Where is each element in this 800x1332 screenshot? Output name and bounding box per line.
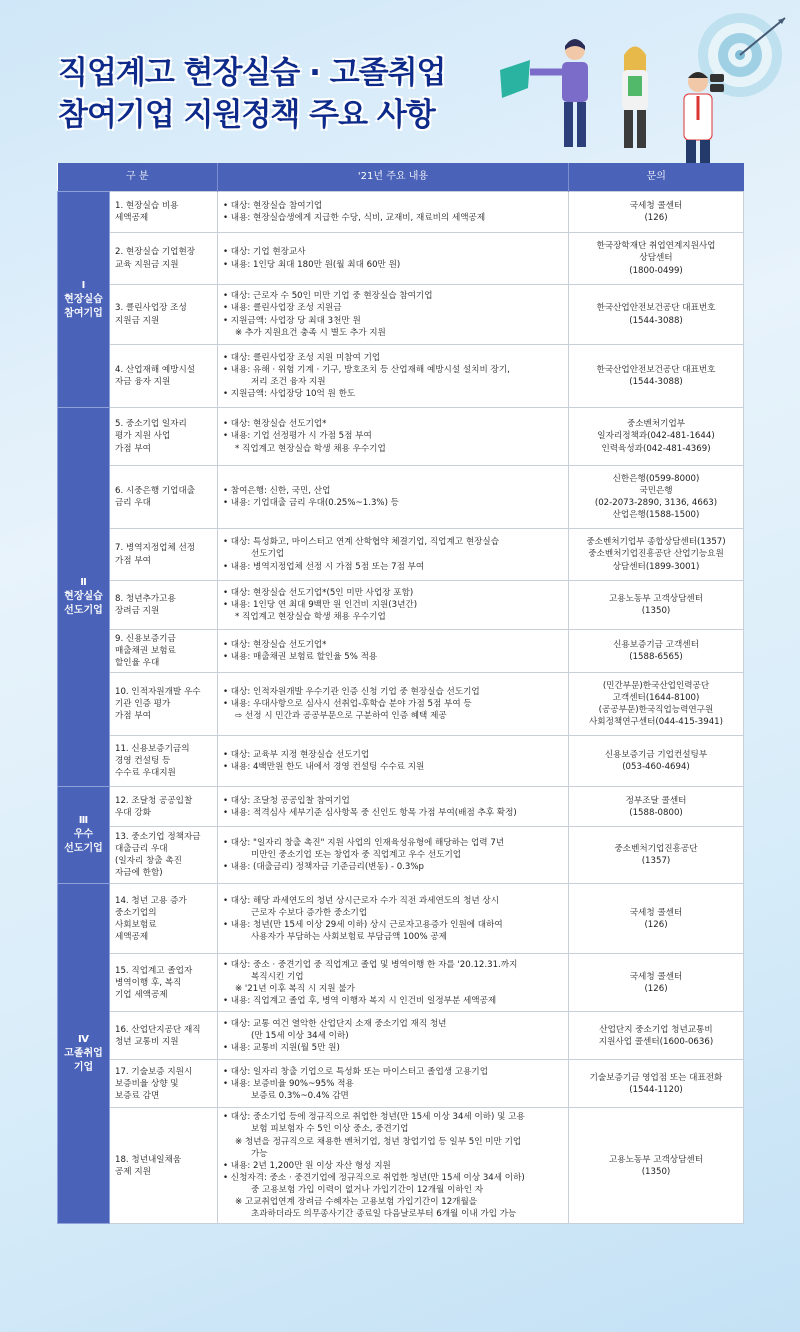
row-content-line: • 대상: 조달청 공공입찰 참여기업 bbox=[223, 795, 350, 806]
row-content-line: 미만인 중소기업 또는 창업자 중 직업계고 우수 선도기업 bbox=[251, 850, 462, 861]
row-name-line: 15. 직업계고 졸업자 bbox=[115, 965, 193, 976]
row-content-line: 사용자가 부담하는 사회보험료 부담금액 100% 공제 bbox=[251, 931, 447, 942]
group-label-3 bbox=[58, 787, 110, 884]
row-contact-line: 국세청 콜센터 bbox=[629, 971, 683, 982]
row-contact-line: 기술보증기금 영업점 또는 대표전화 bbox=[589, 1072, 723, 1083]
row-name bbox=[110, 673, 218, 736]
title-line-2: 참여기업 지원정책 주요 사항 bbox=[58, 97, 435, 133]
row-content-line: ※ 고교취업연계 장려금 수혜자는 고용보험 가입기간이 12개월을 bbox=[235, 1196, 478, 1207]
row-contact bbox=[569, 529, 744, 581]
row-name bbox=[110, 285, 218, 345]
row-content bbox=[218, 233, 569, 285]
row-name bbox=[110, 787, 218, 827]
row-contact-line: 사회정책연구센터(044-415-3941) bbox=[589, 717, 723, 728]
row-content-line: 저리 조건 융자 지원 bbox=[251, 377, 326, 387]
row-content-line: • 지원금액: 사업장당 10억 원 한도 bbox=[223, 389, 356, 400]
row-contact-line: 신한은행(0599-8000) bbox=[612, 473, 700, 484]
row-content-line: • 내용: 교통비 지원(월 5만 원) bbox=[223, 1042, 340, 1053]
row-name-line: 기관 인증 평가 bbox=[115, 699, 171, 710]
row-name-line: 9. 신용보증기금 bbox=[115, 634, 176, 644]
row-name bbox=[110, 581, 218, 630]
row-content-line: 복직시킨 기업 bbox=[251, 971, 304, 982]
row-name bbox=[110, 466, 218, 529]
row-contact bbox=[569, 630, 744, 673]
row-name-line: 가점 부여 bbox=[115, 443, 151, 454]
table-row bbox=[58, 581, 744, 630]
group-name1: 우수 bbox=[73, 829, 94, 841]
row-content-line: * 직업계고 현장실습 학생 채용 우수기업 bbox=[235, 443, 386, 454]
row-name-line: 중소기업의 bbox=[115, 907, 157, 918]
row-content-line: • 대상: 현장실습 선도기업* bbox=[223, 419, 327, 430]
row-name-line: 기업 세액공제 bbox=[115, 989, 168, 1000]
person-2 bbox=[622, 47, 648, 149]
row-contact-line: (1544-1120) bbox=[629, 1084, 683, 1095]
row-name-line: 3. 클린사업장 조성 bbox=[115, 303, 187, 314]
row-contact bbox=[569, 345, 744, 408]
row-contact bbox=[569, 285, 744, 345]
row-content-line: 초과하더라도 의무종사기간 종료일 다음날로부터 6개월 이내 가입 가능 bbox=[251, 1208, 517, 1219]
row-content-line: 중 고용보험 가입 이력이 없거나 가입기간이 12개월 이하인 자 bbox=[251, 1184, 484, 1195]
row-content-line: • 내용: 클린사업장 조성 지원금 bbox=[223, 303, 342, 314]
row-contact-line: (1544-3088) bbox=[629, 315, 683, 326]
row-name-line: 10. 인적자원개발 우수 bbox=[115, 687, 201, 698]
row-content-line: • 대상: 현장실습 선도기업* bbox=[223, 640, 327, 651]
row-contact-line: (02-2073-2890, 3136, 4663) bbox=[594, 498, 718, 508]
row-contact-line: 산업단지 중소기업 청년교통비 bbox=[599, 1024, 713, 1035]
row-contact-line: (126) bbox=[644, 919, 668, 930]
row-contact-line: 인력육성과(042-481-4369) bbox=[601, 443, 711, 454]
row-contact-line: 국민은행 bbox=[639, 485, 673, 496]
title-line-1: 직업계고 현장실습 · 고졸취업 bbox=[58, 55, 446, 91]
row-contact bbox=[569, 1060, 744, 1108]
row-name-line: 1. 현장실습 비용 bbox=[115, 200, 179, 211]
row-contact-line: 상담센터 bbox=[639, 253, 673, 264]
row-content-line: • 내용: 1인당 연 최대 9백만 원 인건비 지원(3년간) bbox=[223, 599, 418, 610]
row-name-line: 경영 컨설팅 등 bbox=[115, 756, 171, 767]
row-name-line: 자금에 한함) bbox=[115, 868, 163, 879]
row-name-line: 보증비율 상향 및 bbox=[115, 1078, 179, 1089]
row-contact bbox=[569, 192, 744, 233]
row-content-line: (만 15세 이상 34세 이하) bbox=[251, 1030, 349, 1041]
row-contact bbox=[569, 787, 744, 827]
row-content-line: • 대상: 일자리 창출 기업으로 특성화 또는 마이스터고 졸업생 고용기업 bbox=[223, 1066, 488, 1077]
row-content-line: • 대상: 중소기업 등에 정규직으로 취업한 청년(만 15세 이상 34세 이하) 및 고용 bbox=[223, 1112, 525, 1123]
row-name bbox=[110, 630, 218, 673]
row-content-line: ※ '21년 이후 복직 시 지원 불가 bbox=[235, 983, 355, 994]
row-content-line: • 대상: 교육부 지정 현장실습 선도기업 bbox=[223, 750, 370, 761]
table-row bbox=[58, 630, 744, 673]
row-contact-line: (1357) bbox=[641, 856, 671, 867]
row-content-line: • 대상: 중소 · 중견기업 중 직업계고 졸업 및 병역이행 한 자를 '20.12.31.까지 bbox=[223, 959, 518, 970]
row-content bbox=[218, 884, 569, 954]
row-content bbox=[218, 827, 569, 884]
group-label-4 bbox=[58, 884, 110, 1224]
row-content-line: • 대상: "일자리 창출 촉진" 지원 사업의 인재육성유형에 해당하는 업력 7년 bbox=[223, 838, 505, 849]
row-contact-line: (1588-0800) bbox=[629, 807, 683, 818]
row-contact-line: 일자리정책과(042-481-1644) bbox=[597, 431, 715, 442]
group-name2: 선도기업 bbox=[64, 843, 103, 855]
row-contact-line: (1350) bbox=[641, 606, 671, 616]
row-contact-line: (1350) bbox=[641, 1166, 671, 1177]
row-content-line: • 내용: 현장실습생에게 지급한 수당, 식비, 교재비, 재료비의 세액공제 bbox=[223, 213, 486, 223]
row-content bbox=[218, 736, 569, 787]
row-name-line: 4. 산업재해 예방시설 bbox=[115, 364, 196, 375]
row-content-line: • 내용: 유해 · 위험 기계 · 기구, 방호조치 등 산업재해 예방시설 설치비 장기, bbox=[223, 364, 510, 375]
header-contact: 문의 bbox=[569, 163, 744, 192]
page-title bbox=[58, 52, 446, 136]
row-contact bbox=[569, 1012, 744, 1060]
table-row bbox=[58, 673, 744, 736]
row-name-line: 14. 청년 고용 증가 bbox=[115, 895, 187, 906]
row-name bbox=[110, 345, 218, 408]
row-content-line: ⇨ 선정 시 민간과 공공부문으로 구분하여 인증 혜택 제공 bbox=[235, 711, 447, 722]
table-row bbox=[58, 1012, 744, 1060]
row-name-line: 평가 지원 사업 bbox=[115, 431, 171, 442]
row-name-line: 병역이행 후, 복직 bbox=[115, 977, 182, 988]
row-contact-line: 한국산업안전보건공단 대표번호 bbox=[596, 364, 716, 375]
row-contact bbox=[569, 673, 744, 736]
row-contact-line: 중소벤처기업진흥공단 bbox=[614, 844, 698, 855]
row-content bbox=[218, 787, 569, 827]
group-num: Ⅲ bbox=[78, 815, 89, 827]
row-name-line: 7. 병역지정업체 선정 bbox=[115, 543, 196, 554]
row-content-line: • 내용: 우대사항으로 심사시 선취업-후학습 분야 가점 5점 부여 등 bbox=[223, 699, 472, 710]
row-contact-line: (1588-6565) bbox=[629, 652, 683, 663]
header-content: '21년 주요 내용 bbox=[218, 163, 569, 192]
row-contact-line: 국세청 콜센터 bbox=[629, 907, 683, 918]
group-name2: 기업 bbox=[73, 1061, 94, 1073]
row-content-line: • 신청자격: 중소 · 중견기업에 정규직으로 취업한 청년(만 15세 이상 34세 이하) bbox=[223, 1172, 525, 1183]
row-name-line: 할인율 우대 bbox=[115, 658, 160, 669]
row-name bbox=[110, 1108, 218, 1224]
row-content-line: * 직업계고 현장실습 학생 채용 우수기업 bbox=[235, 612, 386, 623]
row-name-line: 5. 중소기업 일자리 bbox=[115, 419, 187, 430]
group-label-1 bbox=[58, 192, 110, 408]
row-contact-line: 중소벤처기업진흥공단 산업기능요원 bbox=[588, 549, 724, 560]
table-row bbox=[58, 884, 744, 954]
policy-table bbox=[57, 163, 744, 1224]
row-contact-line: (1544-3088) bbox=[629, 377, 683, 387]
row-content-line: • 내용: 보증비율 90%~95% 적용 bbox=[223, 1078, 354, 1089]
row-content-line: • 내용: 1인당 최대 180만 원(월 최대 60만 원) bbox=[223, 259, 401, 270]
row-content-line: • 참여은행: 신한, 국민, 산업 bbox=[223, 485, 331, 496]
table-row bbox=[58, 233, 744, 285]
row-content bbox=[218, 1108, 569, 1224]
row-name bbox=[110, 884, 218, 954]
row-contact-line: 신용보증기금 고객센터 bbox=[613, 640, 699, 651]
row-name-line: 대출금리 우대 bbox=[115, 844, 168, 855]
row-contact-line: 신용보증기금 기업컨설팅부 bbox=[604, 750, 708, 761]
group-label-2 bbox=[58, 408, 110, 787]
table-row bbox=[58, 285, 744, 345]
row-content bbox=[218, 1012, 569, 1060]
row-contact bbox=[569, 408, 744, 466]
row-name-line: 16. 산업단지공단 재직 bbox=[115, 1024, 201, 1035]
row-content-line: 가능 bbox=[251, 1148, 268, 1159]
row-contact-line: 정부조달 콜센터 bbox=[625, 795, 687, 806]
row-content-line: 선도기업 bbox=[251, 549, 285, 560]
table-row bbox=[58, 1060, 744, 1108]
row-name-line: 6. 시중은행 기업대출 bbox=[115, 485, 196, 496]
row-content bbox=[218, 581, 569, 630]
row-content-line: • 대상: 기업 현장교사 bbox=[223, 247, 306, 258]
row-contact-line: 중소벤처기업부 bbox=[626, 419, 686, 430]
row-name-line: 사회보험료 bbox=[115, 919, 157, 930]
row-contact bbox=[569, 1108, 744, 1224]
row-name-line: 수수료 우대지원 bbox=[115, 768, 176, 779]
table-row bbox=[58, 954, 744, 1012]
row-contact-line: 고객센터(1644-8100) bbox=[612, 693, 700, 704]
group-num: Ⅰ bbox=[81, 279, 86, 291]
row-contact-line: 지원사업 콜센터(1600-0636) bbox=[598, 1036, 714, 1047]
row-name-line: 13. 중소기업 정책자금 bbox=[115, 832, 201, 843]
table-row bbox=[58, 1108, 744, 1224]
row-contact-line: 산업은행(1588-1500) bbox=[612, 510, 700, 521]
row-content-line: • 대상: 해당 과세연도의 청년 상시근로자 수가 직전 과세연도의 청년 상시 bbox=[223, 895, 500, 906]
row-name bbox=[110, 192, 218, 233]
row-name-line: 보증료 감면 bbox=[115, 1090, 160, 1101]
row-content-line: • 내용: 기업 선정평가 시 가점 5점 부여 bbox=[223, 431, 372, 442]
row-content-line: • 내용: 적격심사 세부기준 심사항목 중 신인도 항목 가점 부여(배점 추후 확정) bbox=[223, 807, 517, 818]
row-name-line: 장려금 지원 bbox=[115, 606, 160, 616]
row-content-line: • 내용: 4백만원 한도 내에서 경영 컨설팅 수수료 지원 bbox=[223, 762, 425, 773]
row-content bbox=[218, 192, 569, 233]
row-contact bbox=[569, 736, 744, 787]
row-content-line: • 대상: 특성화고, 마이스터고 연계 산학협약 체결기업, 직업계고 현장실습 bbox=[223, 537, 500, 548]
row-name-line: 2. 현장실습 기업현장 bbox=[115, 247, 196, 258]
group-name2: 선도기업 bbox=[64, 605, 103, 617]
row-name-line: 청년 교통비 지원 bbox=[115, 1036, 179, 1047]
row-content-line: • 대상: 근로자 수 50인 미만 기업 중 현장실습 참여기업 bbox=[223, 291, 433, 302]
row-name bbox=[110, 827, 218, 884]
row-contact-line: (053-460-4694) bbox=[622, 762, 690, 773]
row-content-line: 보험 피보험자 수 5인 이상 중소, 중견기업 bbox=[251, 1124, 409, 1135]
row-content-line: • 대상: 교통 여건 열악한 산업단지 소재 중소기업 재직 청년 bbox=[223, 1018, 447, 1029]
row-content-line: • 대상: 클린사업장 조성 지원 미참여 기업 bbox=[223, 352, 381, 363]
row-content-line: • 대상: 현장실습 참여기업 bbox=[223, 200, 323, 211]
row-contact-line: (공공부문)한국직업능력연구원 bbox=[598, 705, 714, 716]
row-content-line: • 내용: 직업계고 졸업 후, 병역 이행자 복지 시 인건비 일정부분 세액공제 bbox=[223, 995, 497, 1006]
table-header-row bbox=[58, 163, 744, 192]
row-name-line: 17. 기술보증 지원시 bbox=[115, 1066, 193, 1077]
row-name bbox=[110, 408, 218, 466]
row-contact-line: (126) bbox=[644, 213, 668, 223]
row-name-line: 가점 부여 bbox=[115, 711, 151, 722]
header-category: 구 분 bbox=[58, 163, 218, 192]
table-row bbox=[58, 529, 744, 581]
row-contact-line: 상담센터(1899-3001) bbox=[612, 561, 700, 572]
row-content bbox=[218, 285, 569, 345]
row-contact-line: 한국산업안전보건공단 대표번호 bbox=[596, 303, 716, 314]
row-name-line: 지원금 지원 bbox=[115, 315, 160, 326]
row-content bbox=[218, 408, 569, 466]
row-name bbox=[110, 233, 218, 285]
row-contact bbox=[569, 466, 744, 529]
row-contact-line: (1800-0499) bbox=[629, 265, 683, 276]
row-contact bbox=[569, 233, 744, 285]
row-name bbox=[110, 1012, 218, 1060]
row-content-line: • 내용: 매출채권 보험료 할인율 5% 적용 bbox=[223, 652, 378, 663]
row-content-line: • 내용: 청년(만 15세 이상 29세 이하) 상시 근로자고용증가 인원에 대하여 bbox=[223, 919, 503, 930]
table-row bbox=[58, 466, 744, 529]
row-name bbox=[110, 736, 218, 787]
row-content-line: 보증료 0.3%~0.4% 감면 bbox=[251, 1090, 349, 1101]
row-content-line: • 대상: 인적자원개발 우수기관 인증 신청 기업 중 현장실습 선도기업 bbox=[223, 687, 480, 698]
row-content-line: • 지원금액: 사업장 당 최대 3천만 원 bbox=[223, 315, 361, 326]
row-contact bbox=[569, 581, 744, 630]
person-1 bbox=[530, 39, 588, 147]
row-content bbox=[218, 529, 569, 581]
group-name1: 현장실습 bbox=[64, 293, 103, 305]
row-name bbox=[110, 1060, 218, 1108]
row-contact-line: 고용노동부 고객상담센터 bbox=[608, 1154, 704, 1165]
group-num: Ⅱ bbox=[80, 577, 87, 589]
group-name1: 고졸취업 bbox=[64, 1047, 103, 1059]
row-content-line: 근로자 수보다 증가한 중소기업 bbox=[251, 907, 368, 918]
row-name-line: (일자리 창출 촉진 bbox=[115, 856, 182, 867]
table-row bbox=[58, 192, 744, 233]
row-name-line: 세액공제 bbox=[115, 931, 149, 942]
row-content-line: • 내용: 병역지정업체 선정 시 가점 5점 또는 7점 부여 bbox=[223, 561, 425, 572]
row-content bbox=[218, 630, 569, 673]
row-contact-line: 국세청 콜센터 bbox=[629, 200, 683, 211]
row-contact bbox=[569, 884, 744, 954]
row-content bbox=[218, 345, 569, 408]
table-row bbox=[58, 787, 744, 827]
table-row bbox=[58, 827, 744, 884]
row-name-line: 8. 청년추가고용 bbox=[115, 593, 176, 604]
row-name-line: 매출채권 보험료 bbox=[115, 646, 176, 657]
row-contact bbox=[569, 954, 744, 1012]
row-contact-line: (민간부문)한국산업인력공단 bbox=[602, 681, 710, 692]
row-name-line: 세액공제 bbox=[115, 213, 149, 223]
row-contact bbox=[569, 827, 744, 884]
row-name-line: 우대 강화 bbox=[115, 807, 151, 818]
row-content bbox=[218, 1060, 569, 1108]
group-name1: 현장실습 bbox=[64, 591, 103, 603]
group-num: Ⅳ bbox=[78, 1033, 89, 1045]
row-content bbox=[218, 954, 569, 1012]
people-illustration bbox=[500, 10, 800, 170]
table-row bbox=[58, 736, 744, 787]
row-name-line: 가점 부여 bbox=[115, 555, 151, 566]
table-row bbox=[58, 408, 744, 466]
row-content bbox=[218, 673, 569, 736]
row-name bbox=[110, 954, 218, 1012]
group-name2: 참여기업 bbox=[64, 307, 103, 319]
row-name-line: 금리 우대 bbox=[115, 498, 151, 508]
row-contact-line: 중소벤처기업부 종합상담센터(1357) bbox=[586, 537, 726, 548]
row-contact-line: (126) bbox=[644, 983, 668, 994]
row-content-line: • 내용: 기업대출 금리 우대(0.25%~1.3%) 등 bbox=[223, 498, 399, 508]
row-name-line: 교육 지원금 지원 bbox=[115, 259, 179, 270]
row-name-line: 공제 지원 bbox=[115, 1166, 151, 1177]
row-name bbox=[110, 529, 218, 581]
row-content bbox=[218, 466, 569, 529]
row-content-line: • 내용: 2년 1,200만 원 이상 자산 형성 지원 bbox=[223, 1160, 391, 1171]
row-content-line: • 대상: 현장실습 선도기업*(5인 미만 사업장 포함) bbox=[223, 587, 414, 598]
person-3 bbox=[684, 72, 724, 165]
row-contact-line: 한국장학재단 취업연계지원사업 bbox=[596, 241, 716, 252]
row-contact-line: 고용노동부 고객상담센터 bbox=[608, 593, 704, 604]
table-row bbox=[58, 345, 744, 408]
row-name-line: 자금 융자 지원 bbox=[115, 377, 171, 387]
row-content-line: ※ 추가 지원요건 충족 시 별도 추가 지원 bbox=[235, 327, 386, 338]
row-name-line: 18. 청년내일채움 bbox=[115, 1154, 182, 1165]
row-content-line: ※ 청년을 정규직으로 채용한 벤처기업, 청년 창업기업 등 일부 5인 미만 기업 bbox=[235, 1136, 522, 1147]
flag-icon bbox=[500, 60, 530, 98]
row-content-line: • 내용: (대출금리) 정책자금 기준금리(변동) - 0.3%p bbox=[223, 862, 424, 873]
row-name-line: 12. 조달청 공공입찰 bbox=[115, 795, 193, 806]
row-name-line: 11. 신용보증기금의 bbox=[115, 744, 190, 755]
